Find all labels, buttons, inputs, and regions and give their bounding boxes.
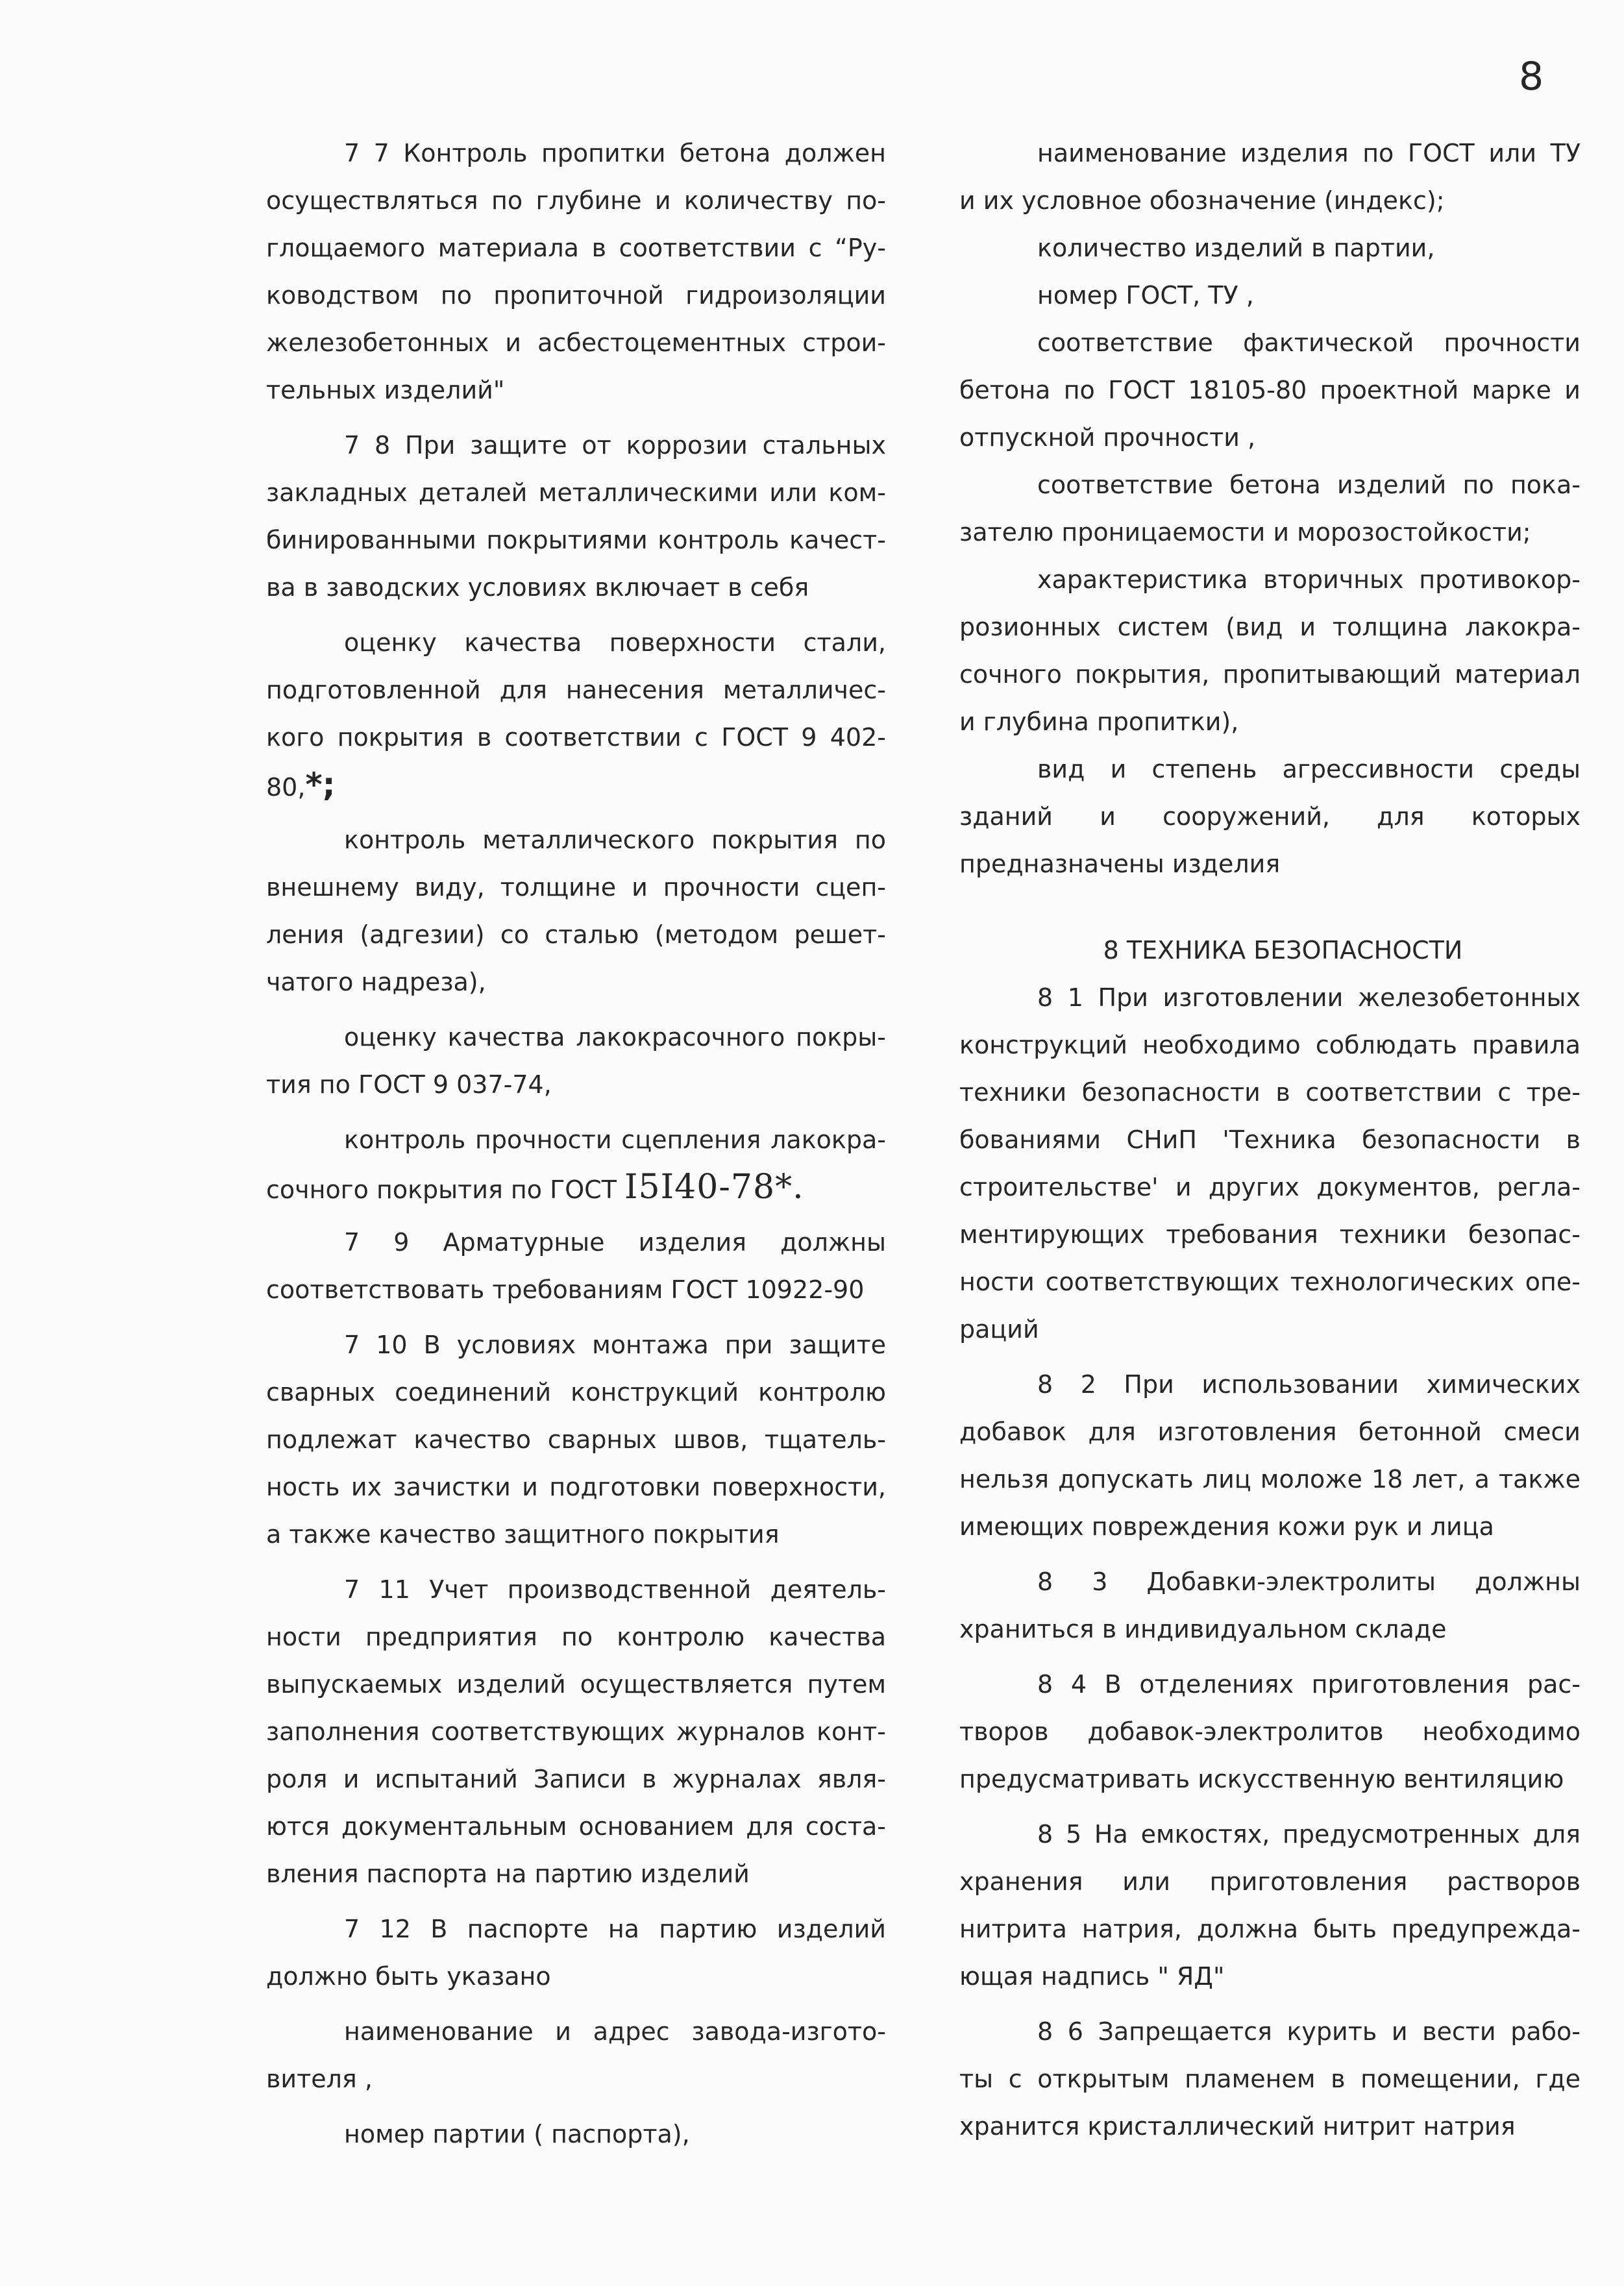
text-line-content: 8 2 При использовании химических [1037,1370,1581,1399]
text-line [959,367,1581,414]
text-line-content: чатого надреза), [266,968,486,996]
text-line-content: соответствовать требованиям ГОСТ 10922-90 [266,1275,865,1304]
text-line [266,1061,886,1109]
text-line-content: строительстве' и других документов, регла- [959,1173,1581,1201]
text-line [959,1858,1581,1906]
text-line-content: оценку качества поверхности стали, [344,628,886,657]
text-line-content: 7 10 В условиях монтажа при защите [344,1331,886,1359]
text-line [266,2111,886,2158]
text-line [266,1566,886,1614]
text-line-content: внешнему виду, толщине и прочности сцеп- [266,873,886,902]
text-line-content: 8 6 Запрещается курить и вести рабо- [1037,2017,1581,2046]
text-line [959,1306,1581,1353]
text-line-content: конструкций необходимо соблюдать правила [959,1031,1581,1059]
text-line [959,1756,1581,1803]
text-line [959,1661,1581,1708]
text-line-content: соответствие бетона изделий по пока- [1037,471,1581,499]
text-line [959,651,1581,698]
text-line [266,864,886,911]
text-line-content: ва в заводских условиях включает в себя [266,573,809,602]
text-line-content: а также качество защитного покрытия [266,1520,780,1549]
text-line [266,564,886,611]
text-line [266,1014,886,1061]
text-line [959,1953,1581,2000]
text-line [959,1022,1581,1069]
text-line-content: характеристика вторичных противокор- [1037,565,1581,594]
text-line-content: сварных соединений конструкций контролю [266,1378,886,1407]
text-line-content: и глубина пропитки), [959,707,1239,736]
text-line-content: 7 9 Арматурные изделия должны [344,1228,886,1257]
text-line [959,604,1581,651]
text-line [959,1361,1581,1408]
text-line-content: 7 11 Учет производственной деятель- [344,1575,886,1604]
text-line [959,1408,1581,1456]
text-line [266,911,886,959]
text-line [959,927,1581,974]
text-line [266,422,886,469]
text-line [959,1164,1581,1211]
text-line-content: тельных изделий" [266,376,505,404]
text-line [959,1503,1581,1551]
text-line-content: 8 4 В отделениях приготовления рас- [1037,1670,1581,1699]
text-line-content: номер ГОСТ, ТУ , [1037,281,1254,310]
text-line-content: добавок для изготовления бетонной смеси [959,1418,1581,1446]
text-line [959,1116,1581,1164]
text-line [959,1259,1581,1306]
text-line-content: 8 ТЕХНИКА БЕЗОПАСНОСТИ [1103,936,1463,965]
text-line-content: ности предприятия по контролю качества [266,1623,886,1651]
text-line-content: бинированными покрытиями контроль качест- [266,526,886,554]
text-line-content: заполнения соответствующих журналов конт- [266,1717,886,1746]
text-line [959,2103,1581,2150]
text-line [266,1906,886,1953]
text-line-content: вителя , [266,2065,373,2093]
text-line-content: глощаемого материала в соответствии с “Ру- [266,234,886,262]
text-line-content: ководством по пропиточной гидроизоляции [266,281,886,310]
text-line [266,817,886,864]
text-line-content: вления паспорта на партию изделий [266,1860,750,1888]
text-line-content: количество изделий в партии, [1037,234,1435,262]
text-line-content: кого покрытия в соответствии с ГОСТ 9 402- [266,723,886,752]
text-line-content: соответствие фактической прочности [1037,328,1581,357]
text-line-content: предназначены изделия [959,850,1281,878]
text-line-content: контроль прочности сцепления лакокра- [344,1125,886,1154]
text-line-content: сочного покрытия по ГОСТ [266,1175,625,1204]
text-line [266,2008,886,2056]
text-line-content: вид и степень агрессивности среды [1037,755,1581,783]
text-line [266,1164,886,1211]
text-line [266,1850,886,1898]
text-line [266,1266,886,1314]
text-line-content: роля и испытаний Записи в журналах явля- [266,1765,886,1793]
text-line-content: номер партии ( паспорта), [344,2120,690,2148]
text-line-content: контроль металлического покрытия по [344,826,886,854]
text-line-content: розионных систем (вид и толщина лакокра- [959,613,1581,641]
text-line-content: сочного покрытия, пропитывающий материал [959,660,1581,689]
text-line [266,1511,886,1558]
text-line-content: выпускаемых изделий осуществляется путем [266,1670,886,1699]
text-line [959,1558,1581,1606]
text-line-content: нитрита натрия, должна быть предупрежда- [959,1915,1581,1943]
text-line [266,761,886,809]
text-line-content: наименование и адрес завода-изгото- [344,2017,886,2046]
text-line-content: бованиями СНиП 'Техника безопасности в [959,1125,1581,1154]
text-line [266,1464,886,1511]
text-line [266,1953,886,2000]
text-line [266,130,886,177]
text-line-content: закладных деталей металлическими или ком- [266,478,886,507]
text-line-content: хранения или приготовления растворов [959,1867,1581,1896]
text-line-content: 8 3 Добавки-электролиты должны [1037,1567,1581,1596]
text-line [959,974,1581,1022]
text-line [959,1906,1581,1953]
text-line-content: 8 1 При изготовлении железобетонных [1037,983,1581,1012]
text-line [266,667,886,714]
text-line [266,1708,886,1756]
text-line [959,1211,1581,1259]
text-line [959,1708,1581,1756]
text-line-content: техники безопасности в соответствии с тре- [959,1078,1581,1107]
handwritten-mark: *; [305,766,336,804]
text-line [959,841,1581,888]
text-line [959,1606,1581,1653]
text-line [959,225,1581,272]
left-column [266,130,886,2158]
text-line-content: бетона по ГОСТ 18105-80 проектной марке и [959,376,1581,404]
text-line-content: 7 8 При защите от коррозии стальных [344,431,886,460]
text-line-content: и их условное обозначение (индекс); [959,186,1445,215]
text-line-content: ность их зачистки и подготовки поверхности, [266,1473,886,1501]
text-line [266,619,886,667]
text-line-content: раций [959,1315,1039,1344]
text-line-content: 80, [266,773,306,802]
text-line [266,714,886,761]
text-line [959,1456,1581,1503]
text-line [959,130,1581,177]
text-line-content: предусматривать искусственную вентиляцию [959,1765,1564,1793]
text-line [266,2056,886,2103]
text-line-content: подлежат качество сварных швов, тщатель- [266,1425,886,1454]
text-line [959,319,1581,367]
text-line [959,461,1581,509]
text-line-content: подготовленной для нанесения металличес- [266,676,886,704]
right-column [959,130,1581,2150]
text-line-content: ющая надпись " ЯД" [959,1962,1225,1991]
page-number: 8 [1519,54,1545,99]
text-line-content: хранится кристаллический нитрит натрия [959,2112,1516,2141]
text-line [266,517,886,564]
text-line-content: имеющих повреждения кожи рук и лица [959,1512,1494,1541]
text-line-content: 7 12 В паспорте на партию изделий [344,1915,886,1943]
text-line [959,698,1581,746]
text-line [266,1416,886,1464]
text-line [959,177,1581,225]
text-line [266,1321,886,1369]
text-line [266,1661,886,1708]
text-line [266,1803,886,1850]
text-line-content: ты с открытым пламенем в помещении, где [959,2065,1581,2093]
text-line [959,793,1581,841]
text-line [266,1369,886,1416]
typed-insertion: I5I40-78*. [624,1168,804,1207]
text-line [959,414,1581,461]
text-line-content: железобетонных и асбестоцементных строи- [266,328,886,357]
text-line-content: оценку качества лакокрасочного покры- [344,1023,886,1051]
text-line-content: наименование изделия по ГОСТ или ТУ [1037,139,1581,167]
text-line-content: осуществляться по глубине и количеству по- [266,186,886,215]
text-line [266,367,886,414]
text-line [266,319,886,367]
text-line-content: ментирующих требования техники безопас- [959,1220,1581,1249]
text-line [959,1069,1581,1116]
text-line [959,2008,1581,2056]
text-line-content: должно быть указано [266,1962,551,1991]
text-line [959,746,1581,793]
text-line [959,556,1581,604]
text-line [959,509,1581,556]
text-line-content: зданий и сооружений, для которых [959,802,1581,831]
text-line [959,272,1581,319]
text-line-content: ности соответствующих технологических опе- [959,1268,1581,1296]
text-line-content: отпускной прочности , [959,423,1256,452]
text-line [266,959,886,1006]
text-line-content: храниться в индивидуальном складе [959,1615,1447,1643]
text-line [959,2056,1581,2103]
text-line-content: творов добавок-электролитов необходимо [959,1717,1581,1746]
text-line-content: ления (адгезии) со сталью (методом решет- [266,920,886,949]
text-line [266,1756,886,1803]
text-line [266,177,886,225]
text-line-content: нельзя допускать лиц моложе 18 лет, а также [959,1465,1581,1493]
text-line-content: зателю проницаемости и морозостойкости; [959,518,1531,547]
text-line-content: 8 5 На емкостях, предусмотренных для [1037,1820,1581,1849]
text-line [266,1219,886,1266]
text-line-content: 7 7 Контроль пропитки бетона должен [344,139,886,167]
text-line [266,1116,886,1164]
text-line [959,1811,1581,1858]
text-line [266,272,886,319]
text-line-content: ются документальным основанием для соста- [266,1812,886,1841]
text-line-content: тия по ГОСТ 9 037-74, [266,1070,552,1099]
text-line [266,225,886,272]
text-line [266,469,886,517]
text-line [266,1614,886,1661]
